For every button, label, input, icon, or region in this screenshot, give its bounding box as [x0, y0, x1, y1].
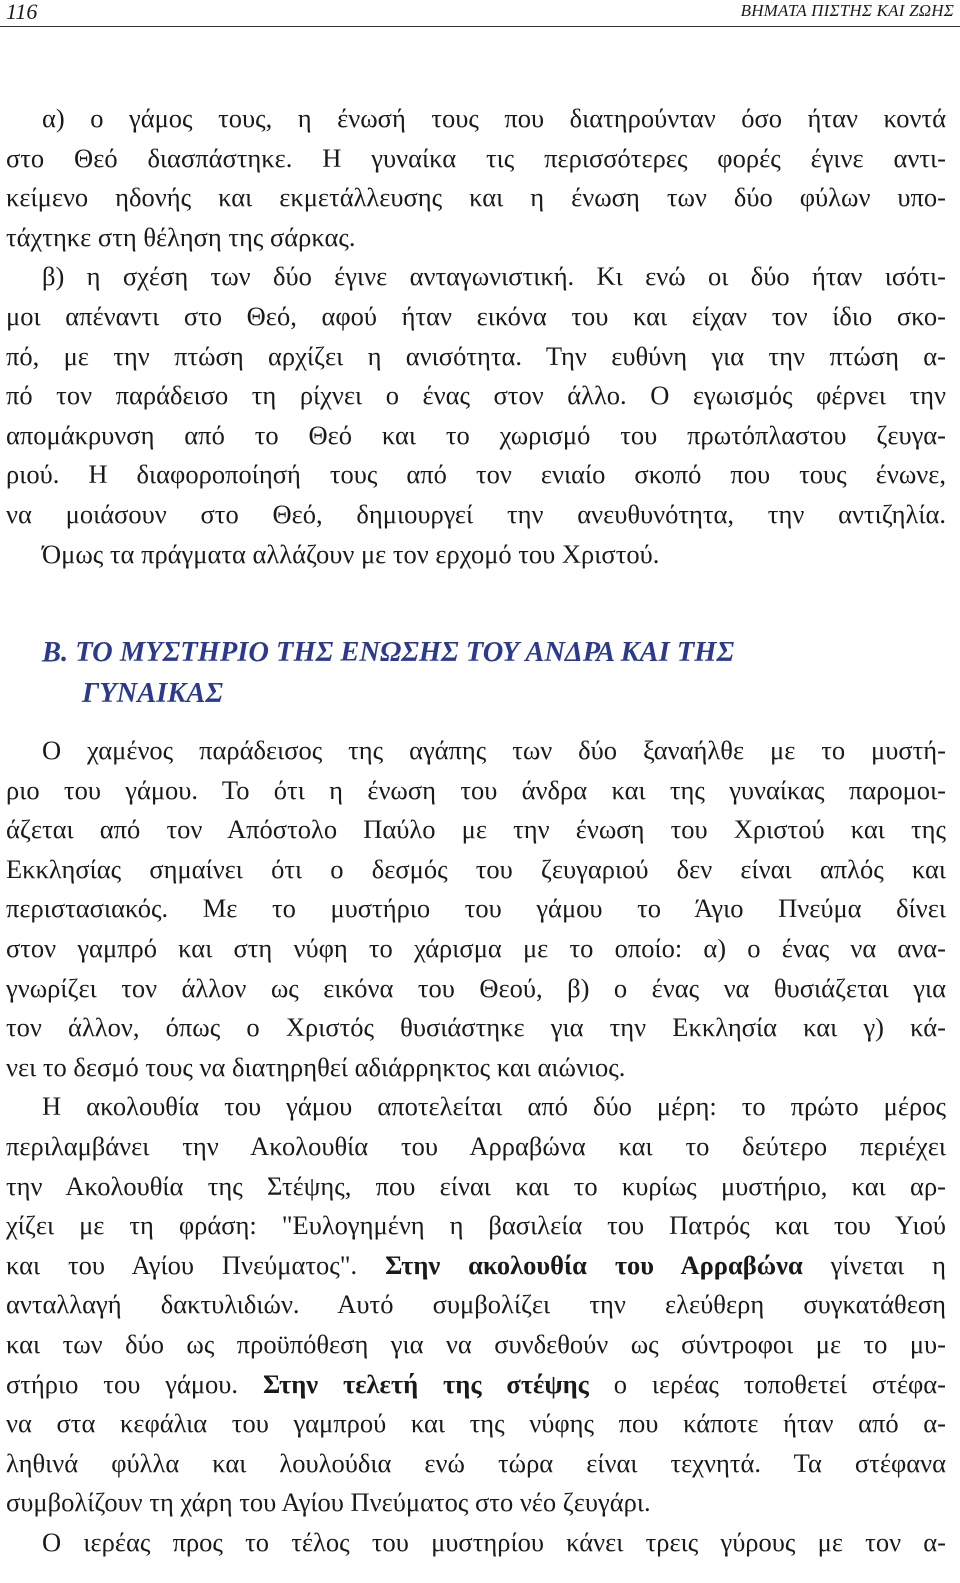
section-a-text	[6, 99, 946, 574]
text-line: στον γαμπρό και στη νύφη το χάρισμα με το οποίο: α) ο ένας να ανα-	[6, 932, 946, 963]
text-line: Η ακολουθία του γάμου αποτελείται από δύο μέρη: το πρώτο μέρος	[42, 1091, 946, 1122]
text-line: ριού. Η διαφοροποίησή τους από τον ενιαίο σκοπό που τους ένωνε,	[6, 459, 946, 490]
text-line: τον άλλον, όπως ο Χριστός θυσιάστηκε για την Εκκλησία και γ) κά-	[6, 1012, 946, 1043]
text-run: στήριο του γάμου.	[6, 1368, 263, 1399]
text-line	[6, 1365, 946, 1405]
text-line: να μοιάσουν στο Θεό, δημιουργεί την ανευθυνότητα, την αντιζηλία.	[6, 498, 946, 529]
text-line: γνωρίζει τον άλλον ως εικόνα του Θεού, β) ο ένας να θυσιάζεται για	[6, 972, 946, 1003]
text-line: πό τον παράδεισο τη ρίχνει ο ένας στον άλλο. Ο εγωισμός φέρνει την	[6, 380, 946, 411]
text-line: τάχτηκε στη θέληση της σάρκας.	[6, 221, 356, 252]
text-line: ανταλλαγή δακτυλιδιών. Αυτό συμβολίζει την ελεύθερη συγκατάθεση	[6, 1289, 946, 1320]
section-b-text	[6, 731, 946, 1562]
text-run: γίνεται η	[802, 1249, 946, 1280]
text-line: Ο χαμένος παράδεισος της αγάπης των δύο ξαναήλθε με το μυστή-	[42, 735, 946, 765]
text-line: την Ακολουθία της Στέψης, που είναι και το κυρίως μυστήριο, και αρ-	[6, 1170, 946, 1201]
running-head: ΒΗΜΑΤΑ ΠΙΣΤΗΣ ΚΑΙ ΖΩΗΣ	[740, 1, 954, 20]
text-line: περιστασιακός. Με το μυστήριο του γάμου το Άγιο Πνεύμα δίνει	[6, 893, 946, 924]
page-number: 116	[6, 0, 38, 24]
bold-phrase: Στην τελετή της στέψης	[262, 1368, 589, 1399]
text-line: ριο του γάμου. Το ότι η ένωση του άνδρα και της γυναίκας παρομοι-	[6, 774, 946, 805]
text-line: στο Θεό διασπάστηκε. Η γυναίκα τις περισσότερες φορές έγινε αντι-	[6, 142, 946, 173]
text-line	[6, 1246, 946, 1286]
text-line: και των δύο ως προϋπόθεση για να συνδεθούν ως σύντροφοι με το μυ-	[6, 1328, 946, 1359]
text-line: να στα κεφάλια του γαμπρού και της νύφης που κάποτε ήταν από α-	[6, 1408, 946, 1439]
text-line: Όμως τα πράγματα αλλάζουν με τον ερχομό του Χριστού.	[42, 538, 660, 569]
text-line: β) η σχέση των δύο έγινε ανταγωνιστική. Κι ενώ οι δύο ήταν ισότι-	[42, 261, 946, 292]
text-line: Εκκλησίας σημαίνει ότι ο δεσμός του ζευγαριού δεν είναι απλός και	[6, 853, 946, 884]
text-line: χίζει με τη φράση: "Ευλογημένη η βασιλεία του Πατρός και του Υιού	[6, 1210, 946, 1241]
section-heading-continued: ΓΥΝΑΙΚΑΣ	[82, 678, 223, 709]
text-line: μοι απέναντι στο Θεό, αφού ήταν εικόνα του και είχαν τον ίδιο σκο-	[6, 300, 946, 331]
text-line: νει το δεσμό τους να διατηρηθεί αδιάρρηκτος και αιώνιος.	[6, 1051, 626, 1082]
text-line: κείμενο ηδονής και εκμετάλλευσης και η ένωση των δύο φύλων υπο-	[6, 182, 946, 213]
text-line: α) ο γάμος τους, η ένωσή τους που διατηρούνταν όσο ήταν κοντά	[42, 103, 946, 133]
bold-phrase: Στην ακολουθία του Αρραβώνα	[385, 1249, 803, 1280]
text-run: ο ιερέας τοποθετεί στέφα-	[588, 1368, 946, 1399]
text-line: Ο ιερέας προς το τέλος του μυστηρίου κάνει τρεις γύρους με τον α-	[42, 1526, 946, 1557]
text-line: περιλαμβάνει την Ακολουθία του Αρραβώνα και το δεύτερο περιέχει	[6, 1130, 946, 1161]
text-line: απομάκρυνση από το Θεό και το χωρισμό του πρωτόπλαστου ζευγα-	[6, 419, 946, 450]
text-line: ληθινά φύλλα και λουλούδια ενώ τώρα είναι τεχνητά. Τα στέφανα	[6, 1447, 946, 1478]
text-line: πό, με την πτώση αρχίζει η ανισότητα. Την ευθύνη για την πτώση α-	[6, 340, 946, 371]
text-run: και του Αγίου Πνεύματος".	[6, 1249, 386, 1280]
text-line: άζεται από τον Απόστολο Παύλο με την ένωση του Χριστού και της	[6, 814, 946, 845]
page-header	[0, 0, 960, 27]
text-line: συμβολίζουν τη χάρη του Αγίου Πνεύματος στο νέο ζευγάρι.	[6, 1487, 651, 1518]
section-heading: Β. ΤΟ ΜΥΣΤΗΡΙΟ ΤΗΣ ΕΝΩΣΗΣ ΤΟΥ ΑΝΔΡΑ ΚΑΙ ΤΗΣ	[42, 637, 735, 668]
